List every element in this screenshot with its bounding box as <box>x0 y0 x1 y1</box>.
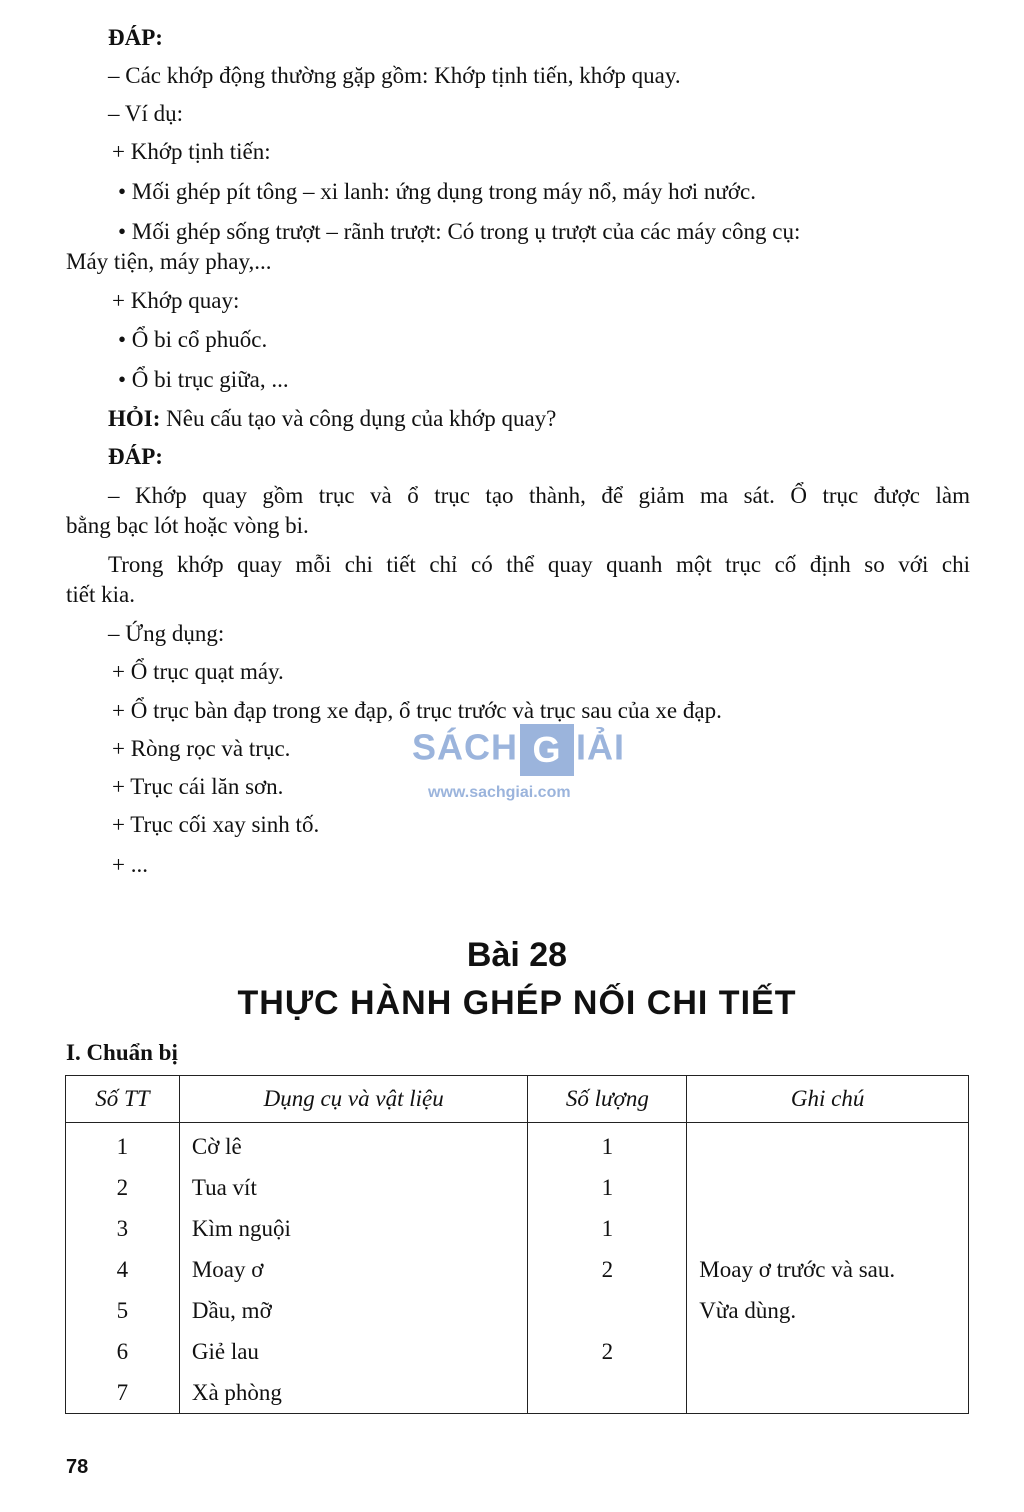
cell-note <box>687 1372 969 1414</box>
table-row <box>66 1331 969 1372</box>
watermark-url: www.sachgiai.com <box>428 784 571 801</box>
answer-line: + Ổ trục bàn đạp trong xe đạp, ổ trục trước và trục sau của xe đạp. <box>112 698 722 723</box>
answer-line: bằng bạc lót hoặc vòng bi. <box>66 513 309 538</box>
cell-quantity: 2 <box>528 1249 687 1290</box>
cell-item: Kìm nguội <box>179 1208 528 1249</box>
cell-quantity <box>528 1290 687 1331</box>
answer-line: + Trục cái lăn sơn. <box>112 774 284 799</box>
cell-item: Tua vít <box>179 1167 528 1208</box>
question <box>108 405 556 433</box>
answer-line: • Mối ghép sống trượt – rãnh trượt: Có trong ụ trượt của các máy công cụ: <box>118 219 801 244</box>
answer-line: + Khớp quay: <box>112 288 240 313</box>
table-row <box>66 1208 969 1249</box>
cell-item: Cờ lê <box>179 1123 528 1168</box>
cell-number: 1 <box>66 1123 180 1168</box>
answer-line: Máy tiện, máy phay,... <box>66 249 272 274</box>
answer-line: – Các khớp động thường gặp gồm: Khớp tịnh tiến, khớp quay. <box>108 63 681 88</box>
materials-table <box>65 1075 969 1414</box>
cell-item: Moay ơ <box>179 1249 528 1290</box>
table-header-row <box>66 1076 969 1123</box>
answer-line: • Mối ghép pít tông – xi lanh: ứng dụng trong máy nổ, máy hơi nước. <box>118 179 757 204</box>
cell-number: 7 <box>66 1372 180 1414</box>
cell-note <box>687 1331 969 1372</box>
answer-line: + Ổ trục quạt máy. <box>112 659 284 684</box>
answer-line: + Trục cối xay sinh tố. <box>112 812 320 837</box>
table-row <box>66 1290 969 1331</box>
cell-number: 3 <box>66 1208 180 1249</box>
cell-number: 2 <box>66 1167 180 1208</box>
watermark-text-left: SÁCH <box>412 726 519 768</box>
answer-label: ĐÁP: <box>108 444 163 469</box>
answer-line: – Ứng dụng: <box>108 621 225 646</box>
cell-number: 6 <box>66 1331 180 1372</box>
cell-number: 5 <box>66 1290 180 1331</box>
answer-line: – Khớp quay gồm trục và ổ trục tạo thành, để giảm ma sát. Ổ trục được làm <box>108 483 970 508</box>
answer-line: – Ví dụ: <box>108 101 183 126</box>
watermark-logo <box>412 724 625 776</box>
cell-note <box>687 1208 969 1249</box>
header-item: Dụng cụ và vật liệu <box>179 1076 528 1123</box>
answer-line: + ... <box>112 852 148 877</box>
cell-quantity: 2 <box>528 1331 687 1372</box>
cell-quantity <box>528 1372 687 1414</box>
cell-note: Moay ơ trước và sau. <box>687 1249 969 1290</box>
watermark-text-right: IẢI <box>576 726 626 768</box>
answer-line: tiết kia. <box>66 582 135 607</box>
table-row <box>66 1123 969 1168</box>
lesson-number: Bài 28 <box>466 936 568 974</box>
header-number: Số TT <box>66 1076 180 1123</box>
table-row <box>66 1372 969 1414</box>
question-label: HỎI: <box>108 406 161 431</box>
cell-quantity: 1 <box>528 1123 687 1168</box>
cell-note <box>687 1167 969 1208</box>
section-heading: I. Chuẩn bị <box>66 1040 178 1065</box>
cell-quantity: 1 <box>528 1167 687 1208</box>
answer-line: + Ròng rọc và trục. <box>112 736 291 761</box>
answer-label: ĐÁP: <box>108 25 163 50</box>
cell-item: Xà phòng <box>179 1372 528 1414</box>
cell-note <box>687 1123 969 1168</box>
cell-item: Giẻ lau <box>179 1331 528 1372</box>
answer-line: • Ổ bi cổ phuốc. <box>118 327 268 352</box>
table-row <box>66 1167 969 1208</box>
cell-note: Vừa dùng. <box>687 1290 969 1331</box>
question-text: Nêu cấu tạo và công dụng của khớp quay? <box>166 406 557 431</box>
page-number: 78 <box>66 1456 89 1478</box>
header-note: Ghi chú <box>687 1076 969 1123</box>
answer-line: Trong khớp quay mỗi chi tiết chỉ có thể quay quanh một trục cố định so với chi <box>108 552 970 577</box>
answer-line: • Ổ bi trục giữa, ... <box>118 367 289 392</box>
watermark-box: G <box>520 724 574 776</box>
header-quantity: Số lượng <box>528 1076 687 1123</box>
cell-item: Dầu, mỡ <box>179 1290 528 1331</box>
answer-line: + Khớp tịnh tiến: <box>112 139 271 164</box>
table-row <box>66 1249 969 1290</box>
lesson-title: THỰC HÀNH GHÉP NỐI CHI TIẾT <box>237 984 797 1022</box>
cell-number: 4 <box>66 1249 180 1290</box>
cell-quantity: 1 <box>528 1208 687 1249</box>
